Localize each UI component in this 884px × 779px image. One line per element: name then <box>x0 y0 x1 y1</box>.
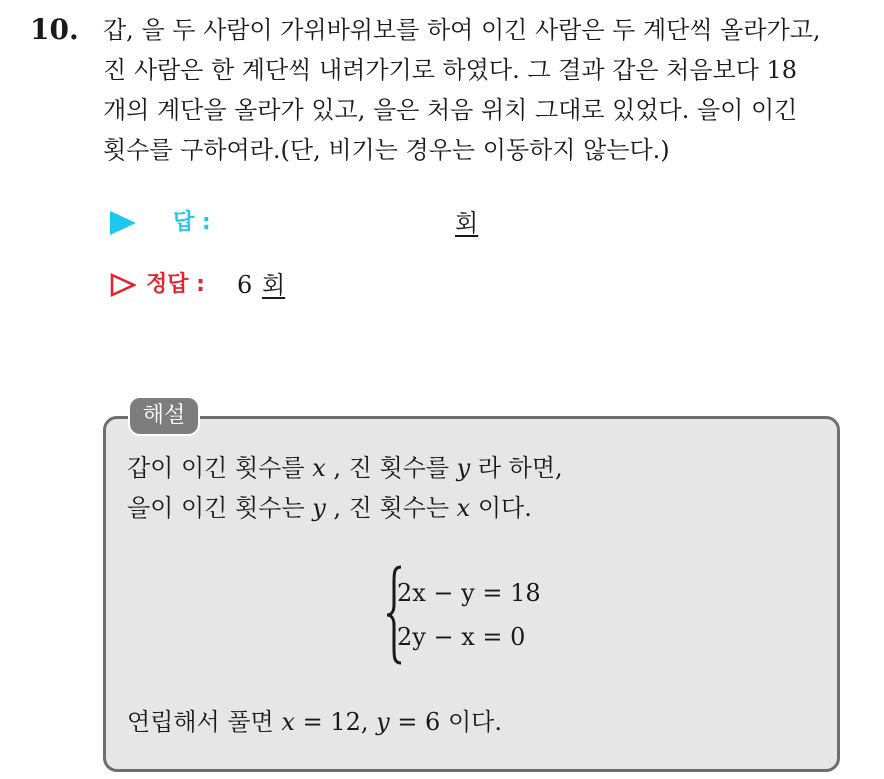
explanation-text: 이다. <box>447 708 502 736</box>
explanation-text: 연립해서 풀면 <box>127 708 274 736</box>
question-line-2: 진 사람은 한 계단씩 내려가기로 하였다. 그 결과 갑은 처음보다 18 <box>103 56 798 84</box>
explanation-text: 이다. <box>477 494 532 522</box>
explanation-line-2 <box>127 490 532 526</box>
math-variable: x <box>281 708 295 736</box>
answer-row <box>110 203 610 243</box>
question-line-1: 갑, 을 두 사람이 가위바위보를 하여 이긴 사람은 두 계단씩 올라가고, <box>103 16 821 44</box>
play-icon <box>110 211 136 235</box>
math-variable: y <box>376 708 390 736</box>
explanation-text: 갑이 이긴 횟수를 <box>127 454 305 482</box>
math-variable: x <box>456 494 471 522</box>
answer-unit: 회 <box>455 209 479 237</box>
explanation-text: = 12, <box>302 708 369 736</box>
equation-system <box>385 565 585 665</box>
question-line-3: 개의 계단을 올라가 있고, 을은 처음 위치 그대로 있었다. 을이 이긴 <box>103 96 798 124</box>
correct-answer-row <box>110 265 610 305</box>
explanation-text: 라 하면, <box>477 454 563 482</box>
explanation-conclusion <box>127 704 502 740</box>
correct-answer-unit: 회 <box>262 271 286 299</box>
explanation-line-1 <box>127 450 563 486</box>
question-line-4: 횟수를 구하여라.(단, 비기는 경우는 이동하지 않는다.) <box>103 136 670 164</box>
hollow-play-icon <box>110 273 136 297</box>
explanation-text: , 진 횟수를 <box>333 454 449 482</box>
equation-1: 2x − y = 18 <box>397 579 541 607</box>
answer-label: 답 : <box>173 210 211 235</box>
equation-2: 2y − x = 0 <box>397 623 526 651</box>
question-text <box>103 10 863 170</box>
math-variable: x <box>312 454 326 482</box>
explanation-text: = 6 <box>397 708 441 736</box>
correct-answer-label: 정답 : <box>146 272 205 297</box>
question-number: 10. <box>30 13 79 46</box>
explanation-text: , 진 횟수는 <box>333 494 450 522</box>
correct-answer-value: 6 <box>237 271 253 299</box>
math-variable: y <box>456 454 471 482</box>
math-variable: y <box>312 494 326 522</box>
explanation-text: 을이 이긴 횟수는 <box>127 494 305 522</box>
explanation-tab: 해설 <box>128 396 200 436</box>
